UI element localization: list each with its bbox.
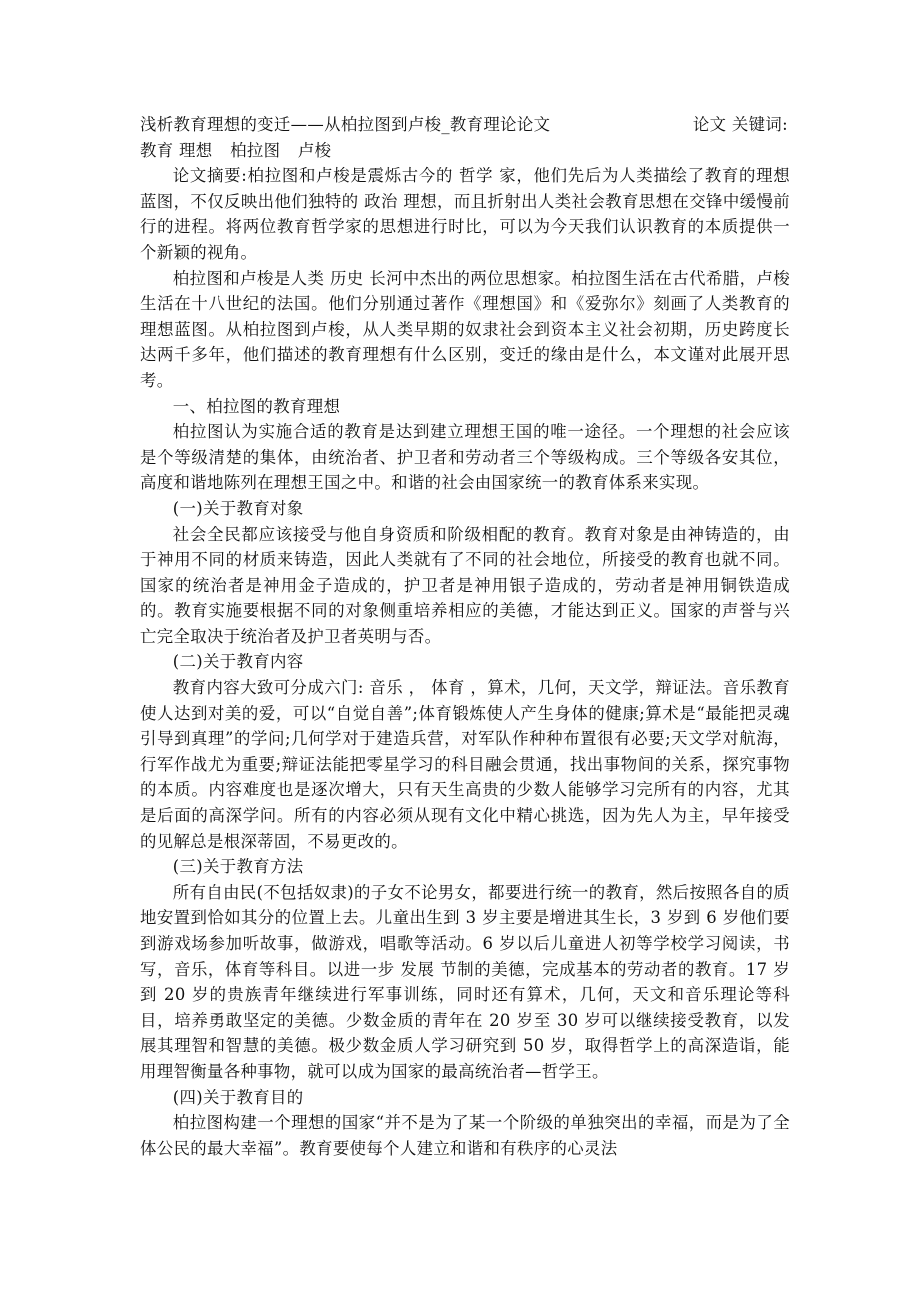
subsection-heading: (二)关于教育内容 [172, 652, 304, 672]
body-paragraph: 柏拉图构建一个理想的国家“并不是为了某一个阶级的单独突出的幸福，而是为了全体公民的最大幸福”。教育要使每个人建立和谐和有秩序的心灵法 [140, 1113, 790, 1158]
section-heading: 一、柏拉图的教育理想 [172, 396, 341, 416]
intro-paragraph: 柏拉图和卢梭是人类 历史 长河中杰出的两位思想家。柏拉图生活在古代希腊，卢梭生活在十八世纪的法国。他们分别通过著作《理想国》和《爱弥尔》刻画了人类教育的理想蓝图。从柏拉图到卢梭，从人类早期的奴隶社会到资本主义社会初期，历史跨度长达两千多年，他们描述的教育理想有什么区别，变迁的缘由是什么，本文谨对此展开思考。 [140, 268, 790, 390]
subsection-heading: (四)关于教育目的 [172, 1087, 304, 1107]
body-paragraph: 社会全民都应该接受与他自身资质和阶级相配的教育。教育对象是由神铸造的，由于神用不同的材质来铸造，因此人类就有了不同的社会地位，所接受的教育也就不同。国家的统治者是神用金子造成的，护卫者是神用银子造成的，劳动者是神用铜铁造成的。教育实施要根据不同的对象侧重培养相应的美德，才能达到正义。国家的声誉与兴亡完全取决于统治者及护卫者英明与否。 [140, 524, 790, 646]
body-paragraph: 所有自由民(不包括奴隶)的子女不论男女，都要进行统一的教育，然后按照各自的质地安置到恰如其分的位置上去。儿童出生到 3 岁主要是增进其生长，3 岁到 6 岁他们要到游戏场参加听故事，做游戏，唱歌等活动。6 岁以后儿童进人初等学校学习阅读，书写，音乐，体育等科目。以进一步 发展 节制的美德，完成基本的劳动者的教育。17 岁到 20 岁的贵族青年继续进行军事训练，同时还有算术，几何，天文和音乐理论等科目，培养勇敢坚定的美德。少数金质的青年在 20 岁至 30 岁可以继续接受教育，以发展其理智和智慧的美德。极少数金质人学习研究到 50 岁，取得哲学上的高深造诣，能用理智衡量各种事物，就可以成为国家的最高统治者—哲学王。 [140, 882, 790, 1081]
title-line [140, 112, 790, 138]
body-paragraph: 教育内容大致可分成六门: 音乐 ， 体育 ，算术，几何，天文学，辩证法。音乐教育使人达到对美的爱，可以“自觉自善”;体育锻炼使人产生身体的健康;算术是“最能把灵魂引导到真理”的学问;几何学对于建造兵营，对军队作种种布置很有必要;天文学对航海，行军作战尤为重要;辩证法能把零星学习的科目融会贯通，找出事物间的关系，探究事物的本质。内容难度也是逐次增大，只有天生高贵的少数人能够学习完所有的内容，尤其是后面的高深学问。所有的内容必须从现有文化中精心挑选，因为先人为主，早年接受的见解总是根深蒂固，不易更改的。 [140, 678, 790, 851]
subsection-heading: (三)关于教育方法 [172, 857, 304, 877]
keyword-list [140, 138, 790, 164]
document-page [140, 112, 790, 1161]
subsection-heading: (一)关于教育对象 [172, 498, 304, 518]
body-paragraph: 柏拉图认为实施合适的教育是达到建立理想王国的唯一途径。一个理想的社会应该是个等级清楚的集体，由统治者、护卫者和劳动者三个等级构成。三个等级各安其位，高度和谐地陈列在理想王国之中。和谐的社会由国家统一的教育体系来实现。 [140, 422, 790, 493]
keyword: 教育 理想 [140, 140, 213, 160]
keyword: 柏拉图 [230, 140, 281, 160]
document-title: 浅析教育理想的变迁——从柏拉图到卢梭_教育理论论文 [140, 115, 551, 134]
keyword: 卢梭 [297, 140, 332, 160]
keywords-label: 论文 关键词: [692, 115, 788, 134]
abstract-paragraph: 论文摘要:柏拉图和卢梭是震烁古今的 哲学 家，他们先后为人类描绘了教育的理想蓝图，不仅反映出他们独特的 政治 理想，而且折射出人类社会教育思想在交锋中缓慢前行的进程。将两位教育哲学家的思想进行时比，可以为今天我们认识教育的本质提供一个新颖的视角。 [140, 166, 790, 262]
